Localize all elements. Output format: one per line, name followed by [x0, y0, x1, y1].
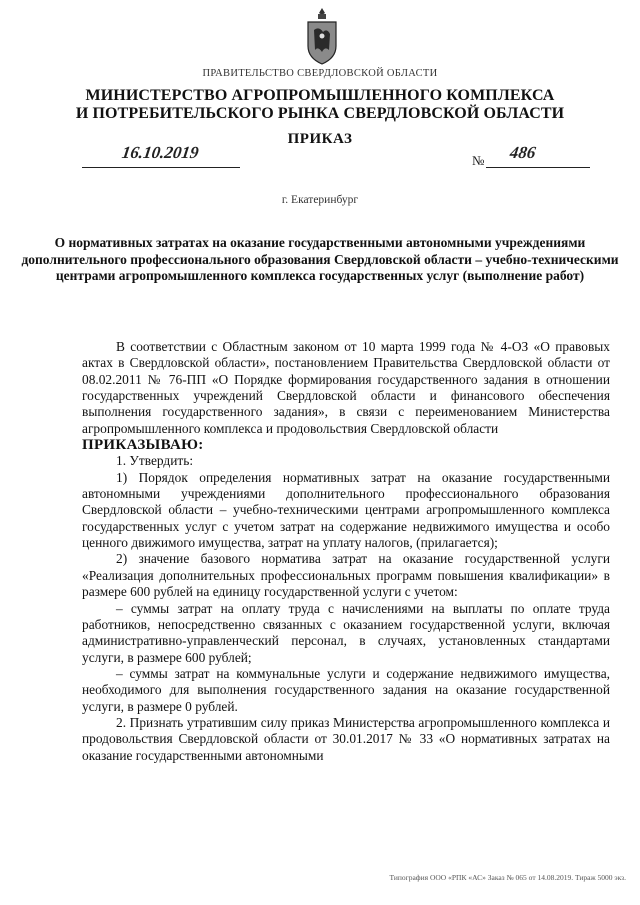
number-sign: № [472, 153, 485, 168]
item-1-1: 1) Порядок определения нормативных затрат на оказание государственными автономными учреждениями дополнительного профессионального образования Свердловской области – учебно-техническими центрами агропромышленного комплекса государственных услуг с учетом затрат на содержание недвижимого имущества и особо ценного движимого имущества, затрат на уплату налогов, (прилагается); [82, 469, 610, 551]
order-word: ПРИКАЗЫВАЮ: [82, 437, 204, 454]
date-field [82, 143, 240, 168]
handwritten-number: 486 [508, 143, 537, 162]
dash-item-1: – суммы затрат на оплату труда с начислениями на выплаты по оплате труда работников, непосредственно связанных с оказанием государственной услуги, включая административно-управленческий персонал, в случаях, установленных стандартами услуги, в размере 600 рублей; [82, 600, 610, 665]
document-type: ПРИКАЗ [287, 131, 353, 147]
preamble-paragraph: В соответствии с Областным законом от 10 марта 1999 года № 4-ОЗ «О правовых актах в Свердловской области», постановлением Правительства Свердловской области от 08.02.2011 № 76-ПП «О Порядке формирования государственного задания в отношении государственных учреждений Свердловской области и финансового обеспечения выполнения государственного задания», в связи с переименованием Министерства агропромышленного комплекса и продовольствия Свердловской области [82, 339, 610, 436]
number-field [486, 143, 590, 168]
ministry-line-2: И ПОТРЕБИТЕЛЬСКОГО РЫНКА СВЕРДЛОВСКОЙ ОБЛАСТИ [75, 105, 565, 122]
city: г. Екатеринбург [281, 194, 359, 206]
item-2: 2. Признать утратившим силу приказ Министерства агропромышленного комплекса и продовольствия Свердловской области от 30.01.2017 № 33 «О нормативных затратах на оказание государственными автономными [82, 714, 610, 763]
government-name: ПРАВИТЕЛЬСТВО СВЕРДЛОВСКОЙ ОБЛАСТИ [202, 68, 438, 79]
ministry-name [0, 87, 640, 123]
document-body [82, 339, 610, 764]
coat-of-arms-emblem [305, 6, 339, 66]
printer-footer: Типография ООО «РПК «АС» Заказ № 065 от 14.08.2019. Тираж 5000 экз. [389, 873, 626, 882]
document-title: О нормативных затратах на оказание государственными автономными учреждениями дополнительного профессионального образования Свердловской области – учебно-техническими центрами агропромышленного комплекса государственных услуг (выполнение работ) [21, 235, 619, 283]
handwritten-date: 16.10.2019 [120, 143, 200, 162]
item-1-2: 2) значение базового норматива затрат на оказание государственной услуги «Реализация дополнительных профессиональных программ повышения квалификации» в размере 600 рублей на единицу государственной услуги с учетом: [82, 551, 610, 600]
ministry-line-1: МИНИСТЕРСТВО АГРОПРОМЫШЛЕННОГО КОМПЛЕКСА [85, 87, 555, 104]
dash-item-2: – суммы затрат на коммунальные услуги и содержание недвижимого имущества, необходимого для выполнения государственного задания на оказание государственной услуги, в размере 0 рублей. [82, 665, 610, 714]
item-1: 1. Утвердить: [116, 453, 194, 469]
